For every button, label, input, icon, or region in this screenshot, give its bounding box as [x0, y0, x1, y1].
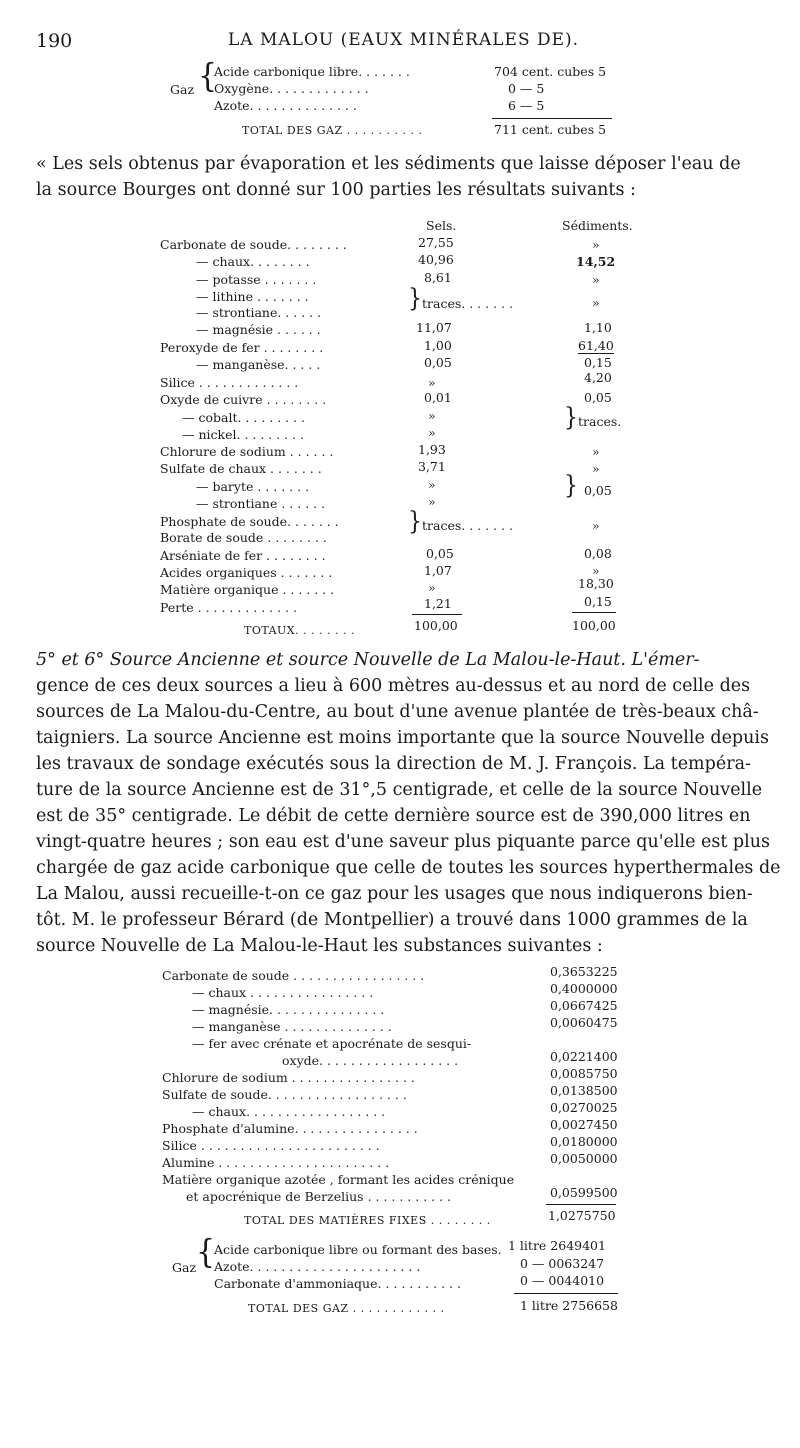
table-row-sed: 1,10 — [584, 320, 612, 335]
table-row-sed: 0,15 — [584, 594, 612, 609]
table-row-sels: 27,55 — [418, 235, 454, 250]
table-row-value: 0,0599500 — [550, 1185, 618, 1200]
paragraph-line: vingt-quatre heures ; son eau est d'une saveur plus piquante parce qu'elle est plus — [36, 832, 770, 852]
gas-row-value: 0 — 5 — [508, 81, 545, 96]
paragraph-line: tôt. M. le professeur Bérard (de Montpellier) a trouvé dans 1000 grammes de la — [36, 910, 748, 930]
table-row-value: 0,0180000 — [550, 1134, 618, 1149]
table-row-sels: 1,93 — [418, 442, 446, 457]
column-header-sels: Sels. — [426, 218, 457, 233]
table-row-sels: » — [428, 375, 436, 390]
column-header-sediments: Sédiments. — [562, 218, 633, 233]
paragraph-line: chargée de gaz acide carbonique que celle de toutes les sources hyperthermales de — [36, 858, 781, 878]
table-row-name: Carbonate de soude. . . . . . . . — [160, 237, 347, 252]
intro-line: « Les sels obtenus par évaporation et les sédiments que laisse déposer l'eau de — [36, 154, 741, 174]
table-row-value: 0,4000000 — [550, 981, 618, 996]
table-row-name: Phosphate de soude. . . . . . . — [160, 514, 339, 529]
table-total-label: TOTAL DES MATIÈRES FIXES . . . . . . . . — [244, 1214, 491, 1227]
total-rule — [412, 614, 462, 615]
gas-row-name: Acide carbonique libre. . . . . . . — [214, 64, 410, 79]
total-rule — [572, 612, 616, 613]
table-row-sed: 0,08 — [584, 546, 612, 561]
page-number: 190 — [36, 30, 73, 52]
paragraph-line: sources de La Malou-du-Centre, au bout d'une avenue plantée de très-beaux châ- — [36, 702, 759, 722]
table-row-name: oxyde. . . . . . . . . . . . . . . . . . — [282, 1053, 459, 1068]
table-row-name: Chlorure de sodium . . . . . . . . . . . . . . . . — [162, 1070, 415, 1085]
table-row-sed: 18,30 — [578, 576, 614, 591]
table-row-name: Peroxyde de fer . . . . . . . . — [160, 340, 324, 355]
table-row-sels: » — [428, 425, 436, 440]
table-row-name: — nickel. . . . . . . . . — [182, 427, 305, 442]
table-row-sels: 1,21 — [424, 596, 452, 611]
brace-icon: { — [198, 56, 218, 96]
table-row-value: 0,0050000 — [550, 1151, 618, 1166]
table-row-name: — manganèse . . . . . . . . . . . . . . — [192, 1019, 392, 1034]
table-row-name: — chaux. . . . . . . . — [196, 254, 310, 269]
paragraph-line: est de 35° centigrade. Le débit de cette dernière source est de 390,000 litres en — [36, 806, 751, 826]
gas-row-name: Azote. . . . . . . . . . . . . . — [214, 98, 357, 113]
brace-icon: } — [408, 284, 422, 314]
gas-row-name: Acide carbonique libre ou formant des bases. — [214, 1242, 502, 1257]
table-row-sels: 8,61 — [424, 270, 452, 285]
table-total-sels: 100,00 — [414, 618, 458, 633]
rule — [578, 353, 614, 354]
table-total-label: TOTAUX. . . . . . . . — [244, 624, 356, 637]
table-row-value: 0,0270025 — [550, 1100, 618, 1115]
gas-row-name: Oxygène. . . . . . . . . . . . . — [214, 81, 369, 96]
table-row-sed: 0,05 — [584, 390, 612, 405]
table-row-name: — potasse . . . . . . . — [196, 272, 317, 287]
table-row-name: — strontiane. . . . . . — [196, 305, 322, 320]
gas-total-value: 1 litre 2756658 — [520, 1298, 618, 1313]
traces-label: traces. . . . . . . — [422, 296, 513, 311]
table-row-sed: 4,20 — [584, 370, 612, 385]
intro-line: la source Bourges ont donné sur 100 parties les résultats suivants : — [36, 180, 636, 200]
table-row-value: 0,0221400 — [550, 1049, 618, 1064]
table-row-sels: 1,07 — [424, 563, 452, 578]
traces-label: traces. . . . . . . — [422, 518, 513, 533]
gas-label: Gaz — [170, 82, 195, 97]
table-row-sed: » — [592, 518, 600, 533]
table-row-sels: 0,01 — [424, 390, 452, 405]
table-row-name: Oxyde de cuivre . . . . . . . . — [160, 392, 327, 407]
paragraph-line: ture de la source Ancienne est de 31°,5 centigrade, et celle de la source Nouvelle — [36, 780, 763, 800]
baryte-strontiane-value: 0,05 — [584, 483, 612, 498]
table-row-sels: 3,71 — [418, 459, 446, 474]
gas-row-name: Carbonate d'ammoniaque. . . . . . . . . . . — [214, 1276, 461, 1291]
table-row-name: — lithine . . . . . . . — [196, 289, 309, 304]
table-row-name: — cobalt. . . . . . . . . — [182, 410, 306, 425]
table-row-sed: » — [592, 563, 600, 578]
brace-icon: } — [564, 403, 578, 433]
running-title: LA MALOU (EAUX MINÉRALES DE). — [228, 30, 580, 50]
table-row-sed: » — [592, 461, 600, 476]
table-row-name: Silice . . . . . . . . . . . . . — [160, 375, 299, 390]
table-row-name: — chaux . . . . . . . . . . . . . . . . — [192, 985, 374, 1000]
table-row-sels: » — [428, 408, 436, 423]
table-row-name: Perte . . . . . . . . . . . . . — [160, 600, 297, 615]
table-row-name: Carbonate de soude . . . . . . . . . . . . . . . . . — [162, 968, 425, 983]
gas-total-label: TOTAL DES GAZ . . . . . . . . . . . . — [248, 1302, 445, 1315]
table-row-name: Matière organique azotée , formant les acides crénique — [162, 1172, 515, 1187]
table-row-name: Alumine . . . . . . . . . . . . . . . . . . . . . . — [162, 1155, 390, 1170]
brace-icon: } — [564, 471, 578, 501]
table-row-sed: 14,52 — [576, 254, 616, 269]
table-row-name: — magnésie. . . . . . . . . . . . . . . — [192, 1002, 385, 1017]
table-total-sed: 100,00 — [572, 618, 616, 633]
table-row-value: 0,0667425 — [550, 998, 618, 1013]
table-row-sed: » — [592, 295, 600, 310]
table-total-value: 1,0275750 — [548, 1208, 616, 1223]
table-row-name: — chaux. . . . . . . . . . . . . . . . . . — [192, 1104, 386, 1119]
total-rule — [492, 118, 612, 119]
table-row-sels: 40,96 — [418, 252, 454, 267]
table-row-name: Borate de soude . . . . . . . . — [160, 530, 327, 545]
table-row-name: — magnésie . . . . . . — [196, 322, 321, 337]
table-row-sels: 1,00 — [424, 338, 452, 353]
table-row-sed: 61,40 — [578, 338, 614, 353]
paragraph-line: source Nouvelle de La Malou-le-Haut les substances suivantes : — [36, 936, 603, 956]
table-row-name: — baryte . . . . . . . — [196, 479, 310, 494]
paragraph-line: les travaux de sondage exécutés sous la direction de M. J. François. La tempéra- — [36, 754, 751, 774]
gas-row-value: 1 litre 2649401 — [508, 1238, 606, 1253]
paragraph-line: taigniers. La source Ancienne est moins importante que la source Nouvelle depuis — [36, 728, 769, 748]
paragraph-line: gence de ces deux sources a lieu à 600 mètres au-dessus et au nord de celle des — [36, 676, 751, 696]
table-row-sed: » — [592, 272, 600, 287]
table-row-value: 0,3653225 — [550, 964, 618, 979]
table-row-name: Matière organique . . . . . . . — [160, 582, 335, 597]
table-row-sels: 0,05 — [424, 355, 452, 370]
brace-icon: { — [196, 1232, 216, 1272]
paragraph-line: La Malou, aussi recueille-t-on ce gaz pour les usages que nous indiquerons bien- — [36, 884, 753, 904]
gas-total-label: TOTAL DES GAZ . . . . . . . . . . — [242, 124, 423, 137]
table-row-value: 0,0085750 — [550, 1066, 618, 1081]
table-row-sed: » — [592, 444, 600, 459]
brace-icon: } — [408, 507, 422, 537]
total-rule — [546, 1204, 616, 1205]
table-row-name: Silice . . . . . . . . . . . . . . . . . . . . . . . — [162, 1138, 380, 1153]
table-row-sels: » — [428, 477, 436, 492]
table-row-name: Sulfate de chaux . . . . . . . — [160, 461, 322, 476]
table-row-name: Sulfate de soude. . . . . . . . . . . . . . . . . . — [162, 1087, 407, 1102]
table-row-sels: » — [428, 580, 436, 595]
gas-row-value: 0 — 0044010 — [520, 1273, 605, 1288]
table-row-name: — strontiane . . . . . . — [196, 496, 326, 511]
table-row-value: 0,0138500 — [550, 1083, 618, 1098]
table-row-value: 0,0027450 — [550, 1117, 618, 1132]
gas-row-value: 0 — 0063247 — [520, 1256, 605, 1271]
gas-row-name: Azote. . . . . . . . . . . . . . . . . . . . . . — [214, 1259, 421, 1274]
paragraph-line: 5° et 6° Source Ancienne et source Nouvelle de La Malou-le-Haut. L'émer- — [36, 650, 700, 670]
table-row-name: Chlorure de sodium . . . . . . — [160, 444, 334, 459]
traces-label: traces. — [578, 414, 622, 429]
table-row-sels: 11,07 — [416, 320, 452, 335]
table-row-name: et apocrénique de Berzelius . . . . . . . . . . . — [186, 1189, 452, 1204]
table-row-value: 0,0060475 — [550, 1015, 618, 1030]
table-row-sels: » — [428, 494, 436, 509]
table-row-name: — fer avec crénate et apocrénate de sesqui- — [192, 1036, 472, 1051]
table-row-name: Phosphate d'alumine. . . . . . . . . . . . . . . . — [162, 1121, 418, 1136]
table-row-sed: 0,15 — [584, 355, 612, 370]
table-row-sed: » — [592, 237, 600, 252]
table-row-name: Arséniate de fer . . . . . . . . — [160, 548, 326, 563]
gas-label: Gaz — [172, 1260, 197, 1275]
gas-row-value: 6 — 5 — [508, 98, 545, 113]
table-row-name: — manganèse. . . . . — [196, 357, 321, 372]
gas-row-value: 704 cent. cubes 5 — [494, 64, 607, 79]
table-row-name: Acides organiques . . . . . . . — [160, 565, 333, 580]
table-row-sels: 0,05 — [426, 546, 454, 561]
gas-total-value: 711 cent. cubes 5 — [494, 122, 607, 137]
total-rule — [514, 1293, 618, 1294]
